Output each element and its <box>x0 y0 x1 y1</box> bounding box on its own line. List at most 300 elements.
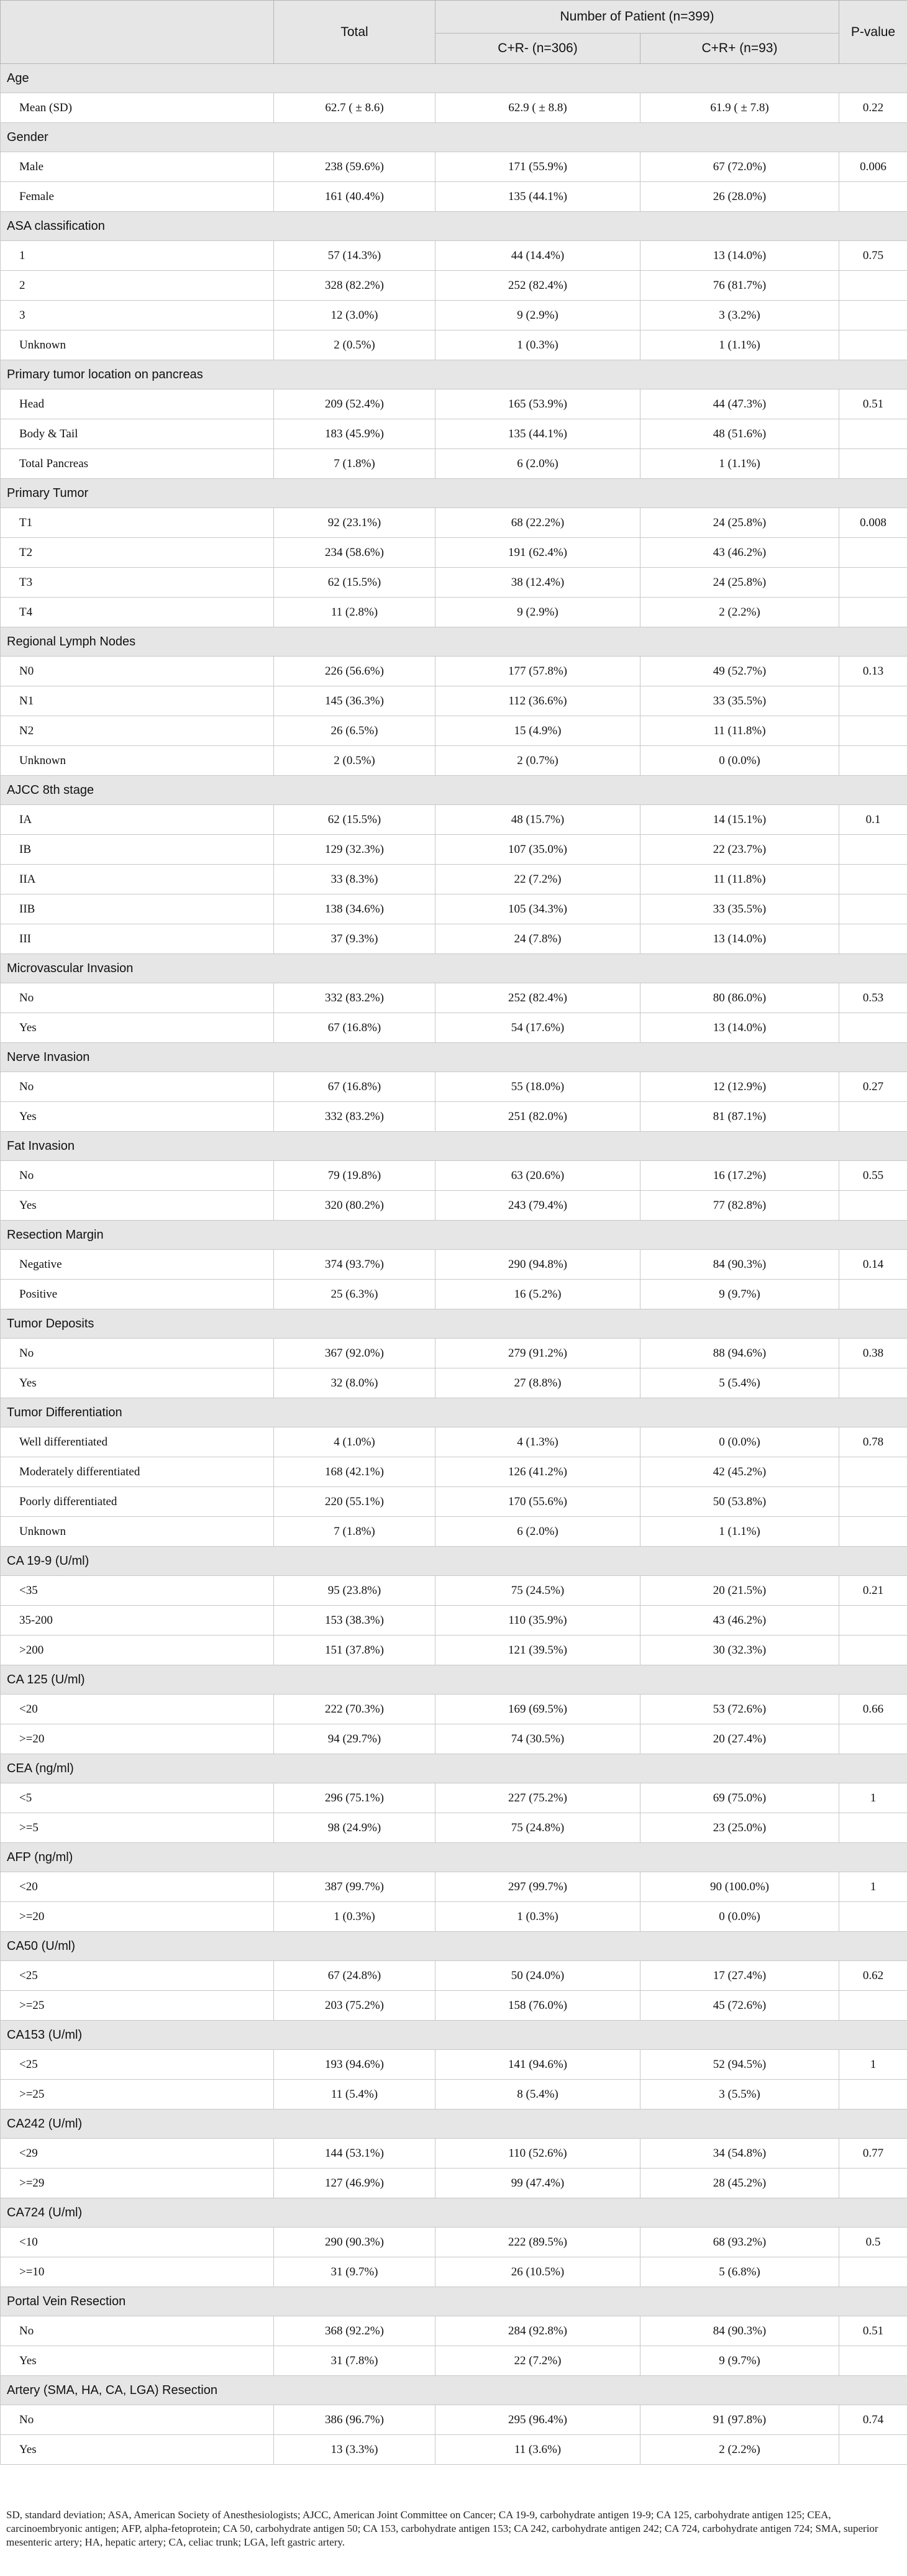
total-cell: 374 (93.7%) <box>274 1250 435 1280</box>
table-row <box>1 1961 907 1991</box>
row-label: Unknown <box>1 330 274 360</box>
table-row <box>1 1072 907 1102</box>
total-cell: 203 (75.2%) <box>274 1991 435 2021</box>
total-cell: 368 (92.2%) <box>274 2316 435 2346</box>
total-cell: 67 (16.8%) <box>274 1072 435 1102</box>
cr-plus-cell: 77 (82.8%) <box>640 1191 839 1221</box>
section-title: CA 19-9 (U/ml) <box>1 1547 907 1576</box>
table-row <box>1 568 907 598</box>
section-title: Tumor Differentiation <box>1 1398 907 1427</box>
total-cell: 32 (8.0%) <box>274 1368 435 1398</box>
section-row <box>1 360 907 389</box>
row-label: Yes <box>1 2346 274 2376</box>
total-cell: 127 (46.9%) <box>274 2169 435 2198</box>
cr-plus-cell: 1 (1.1%) <box>640 1517 839 1547</box>
row-label: >=29 <box>1 2169 274 2198</box>
row-label: >=25 <box>1 2080 274 2109</box>
cr-plus-cell: 23 (25.0%) <box>640 1813 839 1843</box>
cr-minus-cell: 110 (35.9%) <box>435 1606 640 1636</box>
table-row <box>1 1813 907 1843</box>
pvalue-cell: 0.22 <box>839 93 907 123</box>
section-row <box>1 954 907 983</box>
row-label: Well differentiated <box>1 1427 274 1457</box>
row-label: No <box>1 1161 274 1191</box>
table-row <box>1 301 907 330</box>
pvalue-cell: 0.53 <box>839 983 907 1013</box>
cr-plus-cell: 34 (54.8%) <box>640 2139 839 2169</box>
cr-minus-cell: 11 (3.6%) <box>435 2435 640 2465</box>
pvalue-cell <box>839 301 907 330</box>
row-label: No <box>1 1339 274 1368</box>
cr-plus-cell: 69 (75.0%) <box>640 1783 839 1813</box>
cr-minus-cell: 63 (20.6%) <box>435 1161 640 1191</box>
pvalue-cell: 0.66 <box>839 1695 907 1724</box>
row-label: No <box>1 983 274 1013</box>
total-cell: 1 (0.3%) <box>274 1902 435 1932</box>
cr-minus-cell: 191 (62.4%) <box>435 538 640 568</box>
row-label: Body & Tail <box>1 419 274 449</box>
section-row <box>1 1665 907 1695</box>
row-label: >200 <box>1 1636 274 1665</box>
section-title: CA50 (U/ml) <box>1 1932 907 1961</box>
total-cell: 129 (32.3%) <box>274 835 435 865</box>
cr-minus-cell: 165 (53.9%) <box>435 389 640 419</box>
cr-plus-cell: 11 (11.8%) <box>640 865 839 894</box>
cr-minus-cell: 74 (30.5%) <box>435 1724 640 1754</box>
table-row <box>1 805 907 835</box>
total-cell: 296 (75.1%) <box>274 1783 435 1813</box>
pvalue-cell <box>839 2346 907 2376</box>
pvalue-cell: 0.13 <box>839 657 907 686</box>
row-label: No <box>1 2316 274 2346</box>
row-label: Total Pancreas <box>1 449 274 479</box>
cr-minus-cell: 54 (17.6%) <box>435 1013 640 1043</box>
cr-plus-cell: 45 (72.6%) <box>640 1991 839 2021</box>
pvalue-cell <box>839 835 907 865</box>
table-row <box>1 835 907 865</box>
table-row <box>1 1606 907 1636</box>
cr-minus-cell: 141 (94.6%) <box>435 2050 640 2080</box>
row-label: Yes <box>1 1191 274 1221</box>
total-cell: 193 (94.6%) <box>274 2050 435 2080</box>
table-footnote: SD, standard deviation; ASA, American Society of Anesthesiologists; AJCC, American Joint Committee on Cancer; CA 19-9, carbohydrate antigen 19-9; CA 125, carbohydrate antigen 125; CEA, carcinoembryonic antigen; AFP, alpha-fetoprotein; CA 50, carbohydrate antigen 50; CA 153, carbohydrate antigen 153; CA 242, carbohydrate antigen 242; CA 724, carbohydrate antigen 724; SMA, superior mesenteric artery; HA, hepatic artery; CA, celiac trunk; LGA, left gastric artery. <box>6 2509 878 2548</box>
row-label: <20 <box>1 1872 274 1902</box>
row-label: No <box>1 2405 274 2435</box>
row-label: <5 <box>1 1783 274 1813</box>
cr-minus-cell: 38 (12.4%) <box>435 568 640 598</box>
cr-minus-cell: 75 (24.5%) <box>435 1576 640 1606</box>
table-row <box>1 894 907 924</box>
header-group-title: Number of Patient (n=399) <box>435 1 839 34</box>
pvalue-cell: 0.27 <box>839 1072 907 1102</box>
section-row <box>1 627 907 657</box>
pvalue-cell <box>839 2435 907 2465</box>
table-row <box>1 1872 907 1902</box>
total-cell: 183 (45.9%) <box>274 419 435 449</box>
pvalue-cell <box>839 1487 907 1517</box>
section-row <box>1 776 907 805</box>
section-row <box>1 2376 907 2405</box>
row-label: <25 <box>1 2050 274 2080</box>
cr-plus-cell: 43 (46.2%) <box>640 1606 839 1636</box>
table-row <box>1 1280 907 1309</box>
total-cell: 37 (9.3%) <box>274 924 435 954</box>
cr-plus-cell: 24 (25.8%) <box>640 568 839 598</box>
table-row <box>1 2405 907 2435</box>
cr-minus-cell: 62.9 ( ± 8.8) <box>435 93 640 123</box>
cr-plus-cell: 61.9 ( ± 7.8) <box>640 93 839 123</box>
total-cell: 151 (37.8%) <box>274 1636 435 1665</box>
pvalue-cell: 0.38 <box>839 1339 907 1368</box>
table-row <box>1 865 907 894</box>
pvalue-cell <box>839 1636 907 1665</box>
table-row <box>1 2139 907 2169</box>
pvalue-cell <box>839 1280 907 1309</box>
cr-minus-cell: 107 (35.0%) <box>435 835 640 865</box>
pvalue-cell: 0.75 <box>839 241 907 271</box>
cr-minus-cell: 252 (82.4%) <box>435 983 640 1013</box>
cr-minus-cell: 4 (1.3%) <box>435 1427 640 1457</box>
section-title: Microvascular Invasion <box>1 954 907 983</box>
row-label: N1 <box>1 686 274 716</box>
cr-plus-cell: 12 (12.9%) <box>640 1072 839 1102</box>
total-cell: 4 (1.0%) <box>274 1427 435 1457</box>
section-row <box>1 479 907 508</box>
table-row <box>1 93 907 123</box>
table-row <box>1 2257 907 2287</box>
pvalue-cell <box>839 1102 907 1132</box>
row-label: <25 <box>1 1961 274 1991</box>
row-label: Yes <box>1 1102 274 1132</box>
pvalue-cell: 0.74 <box>839 2405 907 2435</box>
row-label: Female <box>1 182 274 212</box>
cr-minus-cell: 222 (89.5%) <box>435 2228 640 2257</box>
table-row <box>1 1695 907 1724</box>
section-row <box>1 1843 907 1872</box>
cr-plus-cell: 28 (45.2%) <box>640 2169 839 2198</box>
table-row <box>1 1724 907 1754</box>
section-row <box>1 2198 907 2228</box>
cr-minus-cell: 279 (91.2%) <box>435 1339 640 1368</box>
table-row <box>1 1783 907 1813</box>
total-cell: 234 (58.6%) <box>274 538 435 568</box>
total-cell: 62 (15.5%) <box>274 805 435 835</box>
cr-minus-cell: 170 (55.6%) <box>435 1487 640 1517</box>
cr-minus-cell: 1 (0.3%) <box>435 330 640 360</box>
header-pvalue: P-value <box>839 1 907 64</box>
row-label: Unknown <box>1 746 274 776</box>
total-cell: 26 (6.5%) <box>274 716 435 746</box>
section-row <box>1 1547 907 1576</box>
total-cell: 387 (99.7%) <box>274 1872 435 1902</box>
cr-plus-cell: 30 (32.3%) <box>640 1636 839 1665</box>
table-row <box>1 2435 907 2465</box>
total-cell: 226 (56.6%) <box>274 657 435 686</box>
table-row <box>1 271 907 301</box>
cr-minus-cell: 6 (2.0%) <box>435 449 640 479</box>
table-row <box>1 538 907 568</box>
table-row <box>1 182 907 212</box>
row-label: Moderately differentiated <box>1 1457 274 1487</box>
pvalue-cell <box>839 1724 907 1754</box>
cr-minus-cell: 252 (82.4%) <box>435 271 640 301</box>
total-cell: 367 (92.0%) <box>274 1339 435 1368</box>
cr-plus-cell: 20 (21.5%) <box>640 1576 839 1606</box>
cr-minus-cell: 158 (76.0%) <box>435 1991 640 2021</box>
table-row <box>1 1427 907 1457</box>
pvalue-cell: 0.51 <box>839 389 907 419</box>
row-label: Negative <box>1 1250 274 1280</box>
cr-minus-cell: 135 (44.1%) <box>435 419 640 449</box>
cr-minus-cell: 295 (96.4%) <box>435 2405 640 2435</box>
cr-plus-cell: 0 (0.0%) <box>640 1902 839 1932</box>
total-cell: 145 (36.3%) <box>274 686 435 716</box>
table-row <box>1 1339 907 1368</box>
total-cell: 31 (9.7%) <box>274 2257 435 2287</box>
section-row <box>1 2109 907 2139</box>
cr-minus-cell: 2 (0.7%) <box>435 746 640 776</box>
cr-plus-cell: 48 (51.6%) <box>640 419 839 449</box>
cr-plus-cell: 80 (86.0%) <box>640 983 839 1013</box>
cr-plus-cell: 3 (5.5%) <box>640 2080 839 2109</box>
section-title: AFP (ng/ml) <box>1 1843 907 1872</box>
cr-plus-cell: 3 (3.2%) <box>640 301 839 330</box>
cr-plus-cell: 1 (1.1%) <box>640 449 839 479</box>
section-row <box>1 2021 907 2050</box>
pvalue-cell <box>839 271 907 301</box>
cr-plus-cell: 13 (14.0%) <box>640 241 839 271</box>
pvalue-cell <box>839 449 907 479</box>
cr-minus-cell: 26 (10.5%) <box>435 2257 640 2287</box>
total-cell: 11 (5.4%) <box>274 2080 435 2109</box>
section-title: Gender <box>1 123 907 152</box>
cr-plus-cell: 88 (94.6%) <box>640 1339 839 1368</box>
total-cell: 33 (8.3%) <box>274 865 435 894</box>
cr-plus-cell: 33 (35.5%) <box>640 894 839 924</box>
pvalue-cell <box>839 568 907 598</box>
cr-plus-cell: 0 (0.0%) <box>640 1427 839 1457</box>
table-row <box>1 746 907 776</box>
cr-plus-cell: 76 (81.7%) <box>640 271 839 301</box>
section-title: Portal Vein Resection <box>1 2287 907 2316</box>
pvalue-cell: 1 <box>839 2050 907 2080</box>
cr-minus-cell: 297 (99.7%) <box>435 1872 640 1902</box>
table-row <box>1 389 907 419</box>
table-row <box>1 657 907 686</box>
total-cell: 62 (15.5%) <box>274 568 435 598</box>
total-cell: 222 (70.3%) <box>274 1695 435 1724</box>
cr-minus-cell: 9 (2.9%) <box>435 598 640 627</box>
total-cell: 238 (59.6%) <box>274 152 435 182</box>
pvalue-cell <box>839 2080 907 2109</box>
table-row <box>1 716 907 746</box>
cr-plus-cell: 50 (53.8%) <box>640 1487 839 1517</box>
pvalue-cell: 0.55 <box>839 1161 907 1191</box>
cr-minus-cell: 243 (79.4%) <box>435 1191 640 1221</box>
table-row <box>1 1191 907 1221</box>
total-cell: 386 (96.7%) <box>274 2405 435 2435</box>
row-label: Positive <box>1 1280 274 1309</box>
table-row <box>1 1250 907 1280</box>
cr-plus-cell: 33 (35.5%) <box>640 686 839 716</box>
cr-plus-cell: 13 (14.0%) <box>640 1013 839 1043</box>
row-label: N2 <box>1 716 274 746</box>
cr-plus-cell: 2 (2.2%) <box>640 598 839 627</box>
row-label: IIA <box>1 865 274 894</box>
row-label: T2 <box>1 538 274 568</box>
pvalue-cell <box>839 1368 907 1398</box>
cr-minus-cell: 75 (24.8%) <box>435 1813 640 1843</box>
table-row <box>1 686 907 716</box>
cr-minus-cell: 110 (52.6%) <box>435 2139 640 2169</box>
table-row <box>1 2346 907 2376</box>
row-label: No <box>1 1072 274 1102</box>
section-row <box>1 212 907 241</box>
pvalue-cell: 0.1 <box>839 805 907 835</box>
cr-plus-cell: 17 (27.4%) <box>640 1961 839 1991</box>
cr-minus-cell: 105 (34.3%) <box>435 894 640 924</box>
row-label: 1 <box>1 241 274 271</box>
row-label: 3 <box>1 301 274 330</box>
cr-minus-cell: 48 (15.7%) <box>435 805 640 835</box>
pvalue-cell <box>839 865 907 894</box>
cr-plus-cell: 44 (47.3%) <box>640 389 839 419</box>
row-label: Yes <box>1 1368 274 1398</box>
pvalue-cell: 0.78 <box>839 1427 907 1457</box>
section-row <box>1 1754 907 1783</box>
table-body <box>1 64 907 2465</box>
section-title: CA724 (U/ml) <box>1 2198 907 2228</box>
pvalue-cell: 0.006 <box>839 152 907 182</box>
cr-plus-cell: 90 (100.0%) <box>640 1872 839 1902</box>
table-row <box>1 983 907 1013</box>
row-label: N0 <box>1 657 274 686</box>
table-row <box>1 330 907 360</box>
cr-minus-cell: 290 (94.8%) <box>435 1250 640 1280</box>
cr-plus-cell: 52 (94.5%) <box>640 2050 839 2080</box>
pvalue-cell: 0.21 <box>839 1576 907 1606</box>
pvalue-cell: 0.51 <box>839 2316 907 2346</box>
section-row <box>1 1043 907 1072</box>
table-row <box>1 1636 907 1665</box>
cr-plus-cell: 5 (5.4%) <box>640 1368 839 1398</box>
table-row <box>1 449 907 479</box>
cr-plus-cell: 0 (0.0%) <box>640 746 839 776</box>
row-label: Yes <box>1 2435 274 2465</box>
pvalue-cell: 0.62 <box>839 1961 907 1991</box>
header-total: Total <box>274 1 435 64</box>
total-cell: 57 (14.3%) <box>274 241 435 271</box>
cr-plus-cell: 81 (87.1%) <box>640 1102 839 1132</box>
pvalue-cell <box>839 746 907 776</box>
cr-plus-cell: 42 (45.2%) <box>640 1457 839 1487</box>
total-cell: 98 (24.9%) <box>274 1813 435 1843</box>
total-cell: 290 (90.3%) <box>274 2228 435 2257</box>
total-cell: 209 (52.4%) <box>274 389 435 419</box>
cr-plus-cell: 13 (14.0%) <box>640 924 839 954</box>
section-title: Nerve Invasion <box>1 1043 907 1072</box>
section-title: CEA (ng/ml) <box>1 1754 907 1783</box>
cr-minus-cell: 22 (7.2%) <box>435 2346 640 2376</box>
cr-minus-cell: 99 (47.4%) <box>435 2169 640 2198</box>
total-cell: 12 (3.0%) <box>274 301 435 330</box>
cr-minus-cell: 251 (82.0%) <box>435 1102 640 1132</box>
total-cell: 7 (1.8%) <box>274 449 435 479</box>
row-label: III <box>1 924 274 954</box>
section-title: Fat Invasion <box>1 1132 907 1161</box>
pvalue-cell <box>839 686 907 716</box>
row-label: >=5 <box>1 1813 274 1843</box>
pvalue-cell <box>839 538 907 568</box>
table-row <box>1 1161 907 1191</box>
total-cell: 2 (0.5%) <box>274 746 435 776</box>
row-label: Unknown <box>1 1517 274 1547</box>
cr-minus-cell: 135 (44.1%) <box>435 182 640 212</box>
row-label: T3 <box>1 568 274 598</box>
row-label: <29 <box>1 2139 274 2169</box>
pvalue-cell: 1 <box>839 1783 907 1813</box>
pvalue-cell <box>839 419 907 449</box>
row-label: Head <box>1 389 274 419</box>
row-label: Male <box>1 152 274 182</box>
row-label: Yes <box>1 1013 274 1043</box>
table-row <box>1 1487 907 1517</box>
total-cell: 79 (19.8%) <box>274 1161 435 1191</box>
cr-minus-cell: 126 (41.2%) <box>435 1457 640 1487</box>
total-cell: 31 (7.8%) <box>274 2346 435 2376</box>
pvalue-cell <box>839 1013 907 1043</box>
cr-plus-cell: 26 (28.0%) <box>640 182 839 212</box>
table-row <box>1 2050 907 2080</box>
total-cell: 62.7 ( ± 8.6) <box>274 93 435 123</box>
table-row <box>1 1576 907 1606</box>
cr-minus-cell: 177 (57.8%) <box>435 657 640 686</box>
cr-minus-cell: 16 (5.2%) <box>435 1280 640 1309</box>
table-row <box>1 1902 907 1932</box>
pvalue-cell <box>839 1991 907 2021</box>
row-label: <20 <box>1 1695 274 1724</box>
total-cell: 13 (3.3%) <box>274 2435 435 2465</box>
cr-minus-cell: 171 (55.9%) <box>435 152 640 182</box>
total-cell: 328 (82.2%) <box>274 271 435 301</box>
table-row <box>1 2169 907 2198</box>
pvalue-cell <box>839 716 907 746</box>
total-cell: 138 (34.6%) <box>274 894 435 924</box>
cr-minus-cell: 22 (7.2%) <box>435 865 640 894</box>
section-row <box>1 1132 907 1161</box>
cr-minus-cell: 169 (69.5%) <box>435 1695 640 1724</box>
total-cell: 144 (53.1%) <box>274 2139 435 2169</box>
total-cell: 67 (24.8%) <box>274 1961 435 1991</box>
table-row <box>1 152 907 182</box>
section-title: Primary Tumor <box>1 479 907 508</box>
row-label: >=25 <box>1 1991 274 2021</box>
total-cell: 95 (23.8%) <box>274 1576 435 1606</box>
table-row <box>1 1991 907 2021</box>
table-row <box>1 1368 907 1398</box>
row-label: <35 <box>1 1576 274 1606</box>
table-row <box>1 1013 907 1043</box>
cr-plus-cell: 1 (1.1%) <box>640 330 839 360</box>
cr-minus-cell: 55 (18.0%) <box>435 1072 640 1102</box>
cr-minus-cell: 1 (0.3%) <box>435 1902 640 1932</box>
pvalue-cell <box>839 1606 907 1636</box>
row-label: >=20 <box>1 1724 274 1754</box>
section-title: ASA classification <box>1 212 907 241</box>
row-label: T4 <box>1 598 274 627</box>
total-cell: 161 (40.4%) <box>274 182 435 212</box>
row-label: 35-200 <box>1 1606 274 1636</box>
